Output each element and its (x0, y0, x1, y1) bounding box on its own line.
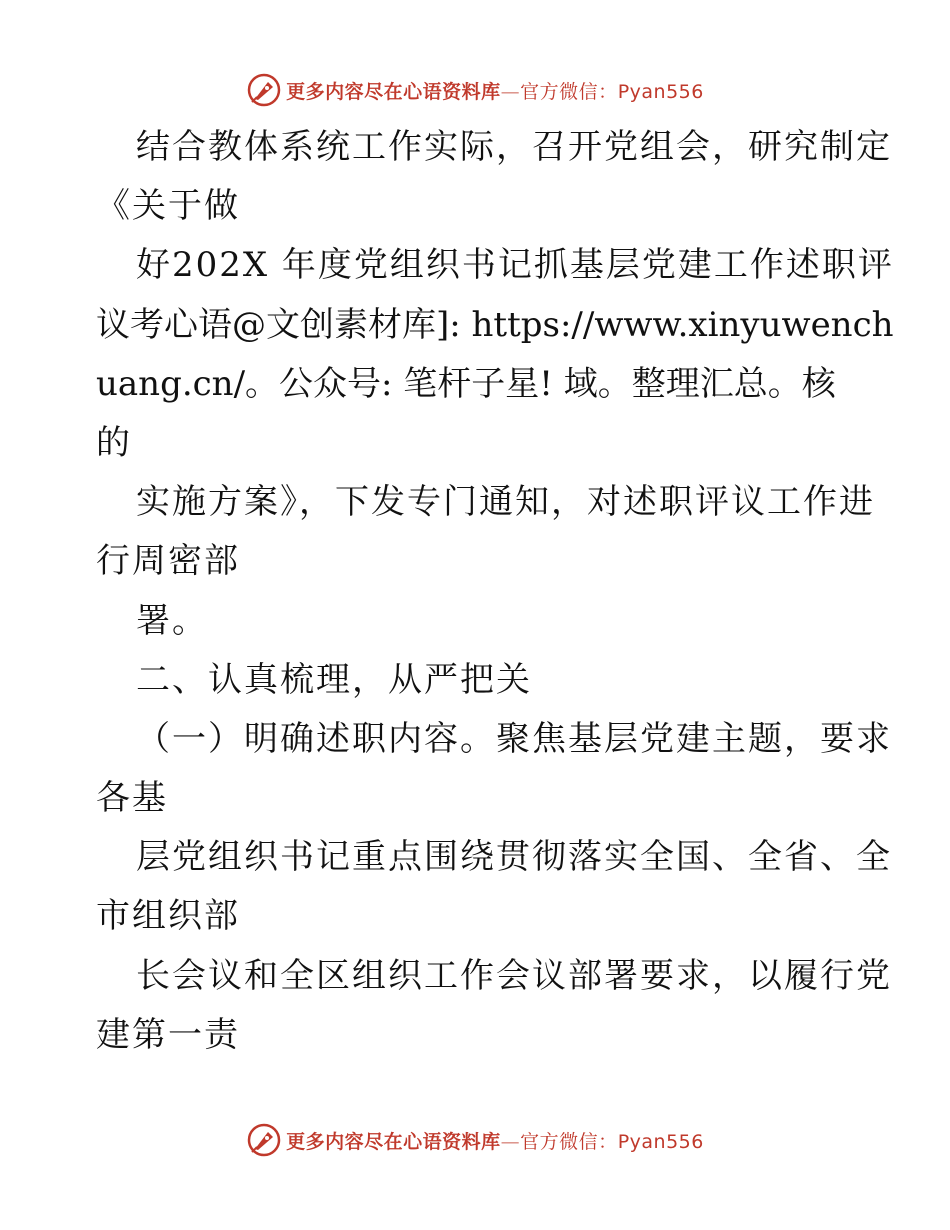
footer-wechat-id: Pyan556 (617, 1130, 704, 1153)
footer-wechat-label: 官方微信： (520, 1130, 618, 1153)
paragraph-line: （一）明确述职内容。聚焦基层党建主题，要求 (136, 718, 892, 759)
paragraph-line: 《关于做 (96, 186, 240, 227)
pen-nib-logo-icon (246, 1122, 282, 1158)
paragraph-line: 长会议和全区组织工作会议部署要求，以履行党 (136, 955, 892, 996)
footer-banner (0, 1118, 950, 1162)
paragraph-line: uang.cn/。公众号: 笔杆子星! 域。整理汇总。核 (96, 363, 836, 404)
header-separator: — (500, 80, 521, 103)
section-heading: 二、认真梳理，从严把关 (136, 659, 532, 700)
header-wechat-label: 官方微信： (520, 80, 618, 103)
paragraph-line: 的 (96, 422, 132, 463)
paragraph-line: 各基 (96, 778, 168, 819)
paragraph-line: 结合教体系统工作实际，召开党组会，研究制定 (136, 127, 892, 167)
paragraph-line: 行周密部 (96, 541, 240, 582)
paragraph-line: 好202X 年度党组织书记抓基层党建工作述职评 (136, 245, 894, 286)
header-banner (0, 68, 950, 112)
pen-nib-logo-icon (246, 72, 282, 108)
header-wechat-id: Pyan556 (617, 80, 704, 103)
paragraph-line: 市组织部 (96, 896, 240, 937)
header-banner-text (286, 77, 704, 104)
header-site-text: 更多内容尽在心语资料库 (286, 80, 501, 103)
footer-separator: — (500, 1130, 521, 1153)
paragraph-line: 建第一责 (96, 1014, 240, 1055)
footer-banner-text (286, 1127, 704, 1154)
paragraph-line: 议考心语@文创素材库]: https://www.xinyuwench (96, 304, 894, 345)
paragraph-line: 实施方案》，下发专门通知，对述职评议工作进 (136, 482, 875, 523)
paragraph-line: 层党组织书记重点围绕贯彻落实全国、全省、全 (136, 837, 892, 878)
footer-site-text: 更多内容尽在心语资料库 (286, 1130, 501, 1153)
document-body (96, 118, 894, 1065)
paragraph-line: 署。 (136, 600, 208, 641)
